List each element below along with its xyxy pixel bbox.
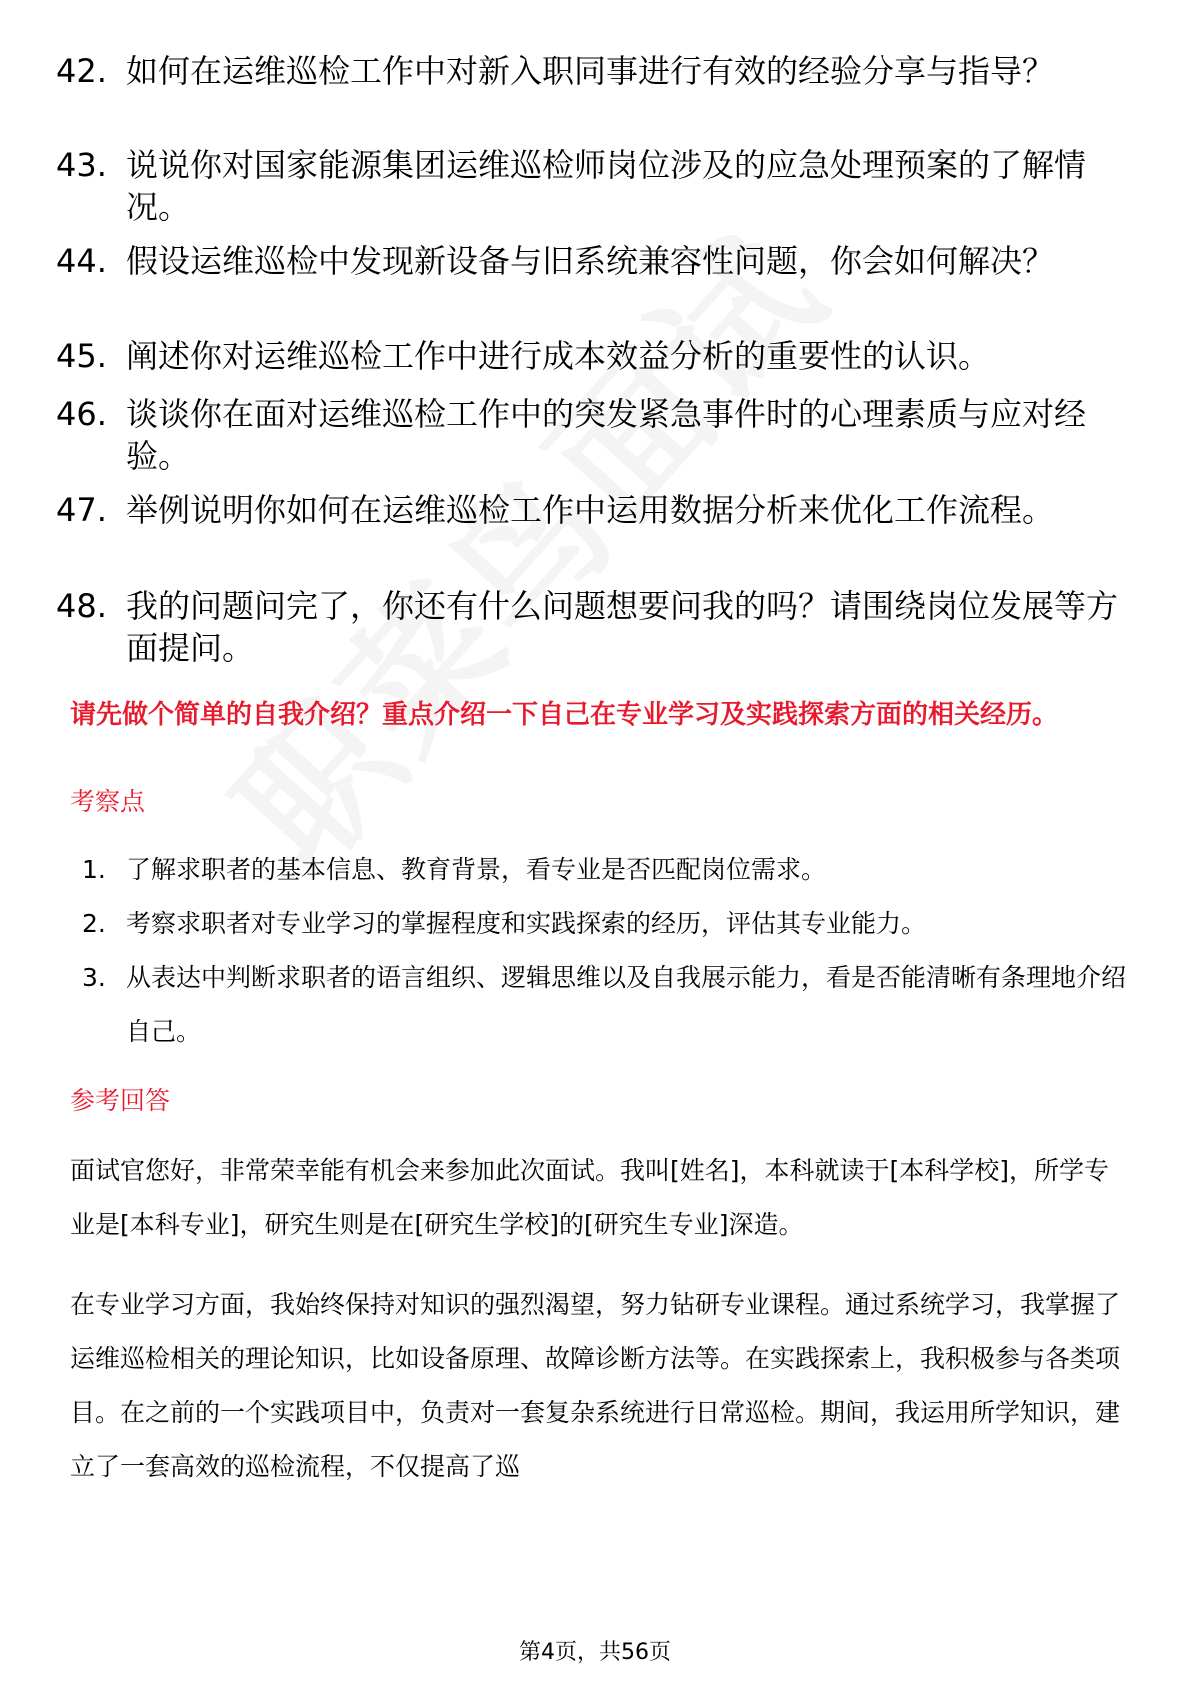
question-item (56, 144, 1136, 228)
question-text: 说说你对国家能源集团运维巡检师岗位涉及的应急处理预案的了解情况。 (126, 146, 1087, 226)
question-item (56, 585, 1136, 669)
question-number: 47. (56, 491, 107, 529)
list-item-text: 从表达中判断求职者的语言组织、逻辑思维以及自我展示能力，看是否能清晰有条理地介绍自己。 (126, 963, 1127, 1046)
answer-paragraph: 在专业学习方面，我始终保持对知识的强烈渴望，努力钻研专业课程。通过系统学习，我掌握了运维巡检相关的理论知识，比如设备原理、故障诊断方法等。在实践探索上，我积极参与各类项目。在之前的一个实践项目中，负责对一套复杂系统进行日常巡检。期间，我运用所学知识，建立了一套高效的巡检流程，不仅提高了巡 (70, 1290, 1121, 1481)
question-item (56, 335, 1136, 377)
question-text: 假设运维巡检中发现新设备与旧系统兼容性问题，你会如何解决？ (126, 242, 1055, 280)
list-item-number: 1. (82, 855, 106, 884)
list-item (82, 897, 1132, 951)
question-text: 如何在运维巡检工作中对新入职同事进行有效的经验分享与指导？ (126, 52, 1055, 90)
question-item (56, 393, 1136, 477)
question-item (56, 240, 1136, 282)
list-item (82, 951, 1132, 1059)
question-text: 阐述你对运维巡检工作中进行成本效益分析的重要性的认识。 (126, 337, 991, 375)
question-text: 谈谈你在面对运维巡检工作中的突发紧急事件时的心理素质与应对经验。 (126, 395, 1087, 475)
section-title: 请先做个简单的自我介绍？重点介绍一下自己在专业学习及实践探索方面的相关经历。 (70, 700, 1059, 730)
question-text: 我的问题问完了，你还有什么问题想要问我的吗？请围绕岗位发展等方面提问。 (126, 587, 1119, 667)
question-number: 44. (56, 242, 107, 280)
list-item-text: 了解求职者的基本信息、教育背景，看专业是否匹配岗位需求。 (126, 855, 827, 884)
list-item (82, 843, 1132, 897)
question-number: 45. (56, 337, 107, 375)
question-number: 48. (56, 587, 107, 625)
question-item (56, 489, 1136, 531)
page-footer: 第4页，共56页 (519, 1640, 671, 1665)
answer-heading: 参考回答 (70, 1086, 171, 1115)
question-number: 42. (56, 52, 107, 90)
question-item (56, 50, 1136, 92)
watermark (180, 180, 862, 904)
question-number: 46. (56, 395, 107, 433)
question-text: 举例说明你如何在运维巡检工作中运用数据分析来优化工作流程。 (126, 491, 1055, 529)
points-heading: 考察点 (70, 787, 146, 816)
list-item-text: 考察求职者对专业学习的掌握程度和实践探索的经历，评估其专业能力。 (126, 909, 927, 938)
question-number: 43. (56, 146, 107, 184)
list-item-number: 3. (82, 963, 106, 992)
answer-paragraph: 面试官您好，非常荣幸能有机会来参加此次面试。我叫[姓名]，本科就读于[本科学校]，所学专业是[本科专业]，研究生则是在[研究生学校]的[研究生专业]深造。 (70, 1156, 1110, 1239)
list-item-number: 2. (82, 909, 106, 938)
